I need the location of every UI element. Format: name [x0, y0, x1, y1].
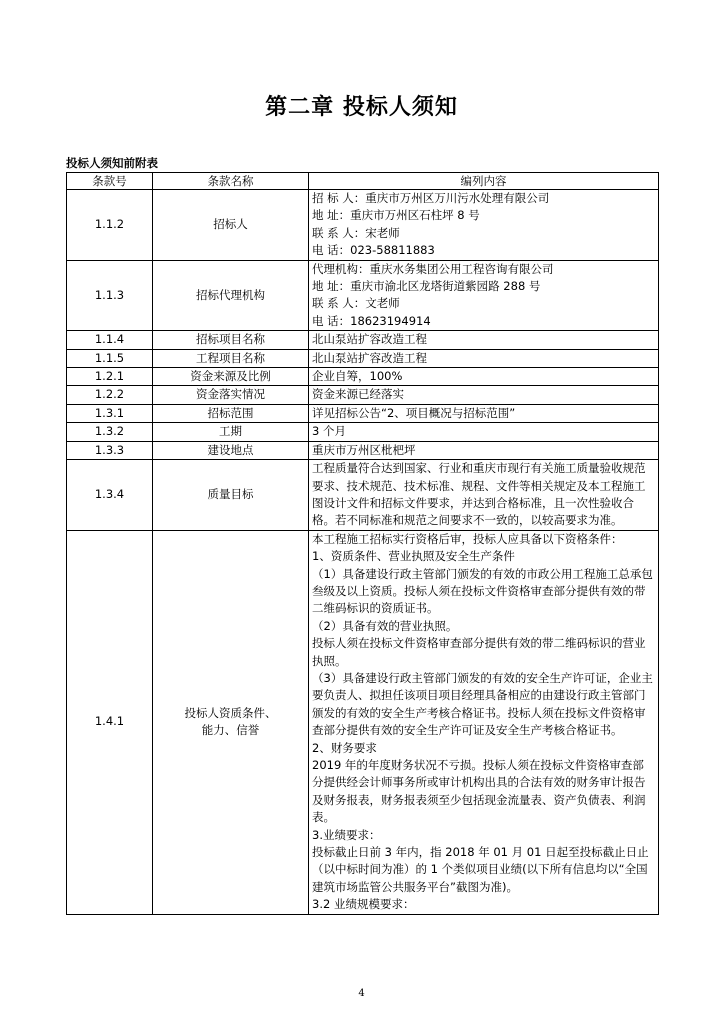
- clause-name: 资金来源及比例: [153, 368, 309, 386]
- clause-content: 北山泵站扩容改造工程: [309, 349, 659, 367]
- table-row: [67, 349, 659, 367]
- clause-name: 工程项目名称: [153, 349, 309, 367]
- content-paragraph: 投标人须在投标文件资格审查部分提供有效的带二维码标识的营业执照。: [312, 636, 646, 668]
- bidder-instructions-table: [66, 172, 659, 915]
- clause-content: 3 个月: [309, 423, 659, 441]
- content-line: 代理机构：重庆水务集团公用工程咨询有限公司: [312, 261, 554, 276]
- content-paragraph: （1）具备建设行政主管部门颁发的有效的市政公用工程施工总承包叁级及以上资质。投标人须在投标文件资格审查部分提供有效的带二维码标识的资质证书。: [312, 566, 653, 616]
- table-row: [67, 460, 659, 531]
- content-line: 电 话：18623194914: [312, 313, 431, 328]
- clause-name: [153, 530, 309, 914]
- clause-number: 1.3.4: [67, 460, 153, 531]
- content-line: 联 系 人：文老师: [312, 296, 400, 311]
- table-row: [67, 441, 659, 459]
- content-paragraph: 2019 年的年度财务状况不亏损。投标人须在投标文件资格审查部分提供经会计师事务所或审计机构出具的合法有效的财务审计报告及财务报表，财务报表须至少包括现金流量表、资产负债表、利润表。: [312, 758, 646, 825]
- clause-name: 招标项目名称: [153, 331, 309, 349]
- content-line: 招 标 人：重庆市万州区万川污水处理有限公司: [312, 191, 550, 205]
- clause-number: 1.1.2: [67, 190, 153, 261]
- clause-name: 资金落实情况: [153, 386, 309, 404]
- clause-content: 企业自筹，100%: [309, 368, 659, 386]
- clause-number: 1.1.5: [67, 349, 153, 367]
- clause-content: [309, 190, 659, 261]
- chapter-title: 第二章 投标人须知: [265, 95, 458, 120]
- header-content: 编列内容: [309, 173, 659, 190]
- table-row: [67, 190, 659, 261]
- clause-content: 工程质量符合达到国家、行业和重庆市现行有关施工质量验收规范要求、技术规范、技术标准、规程、文件等相关规定及本工程施工图设计文件和招标文件要求，并达到合格标准，且一次性验收合格。若不同标准和规范之间要求不一致的，以较高要求为准。: [309, 460, 659, 531]
- table-row: [67, 386, 659, 404]
- content-paragraph: 1、资质条件、营业执照及安全生产条件: [312, 549, 515, 564]
- table-row: [67, 530, 659, 914]
- clause-content: [309, 260, 659, 331]
- table-row: [67, 368, 659, 386]
- table-row: [67, 260, 659, 331]
- clause-name: 建设地点: [153, 441, 309, 459]
- content-line: 电 话：023-58811883: [312, 243, 435, 258]
- clause-number: 1.2.2: [67, 386, 153, 404]
- clause-number: 1.3.3: [67, 441, 153, 459]
- clause-content: 资金来源已经落实: [309, 386, 659, 404]
- clause-content: [309, 530, 659, 914]
- content-paragraph: （2）具备有效的营业执照。: [312, 618, 458, 633]
- clause-number: 1.3.2: [67, 423, 153, 441]
- clause-name: 质量目标: [153, 460, 309, 531]
- clause-content: 重庆市万州区枇杷坪: [309, 441, 659, 459]
- content-paragraph: 本工程施工招标实行资格后审，投标人应具备以下资格条件：: [312, 531, 623, 546]
- table-caption: 投标人须知前附表: [66, 156, 158, 170]
- content-paragraph: 3.业绩要求：: [312, 827, 381, 842]
- clause-name: 招标人: [153, 190, 309, 261]
- header-clause-name: 条款名称: [153, 173, 309, 190]
- content-paragraph: 投标截止日前 3 年内，指 2018 年 01 月 01 日起至投标截止日止（以中标时间为准）的 1 个类似项目业绩(以下所有信息均以“全国建筑市场监管公共服务平台”截图为准)。: [312, 845, 649, 894]
- clause-name: 招标代理机构: [153, 260, 309, 331]
- table-row: [67, 331, 659, 349]
- table-row: [67, 423, 659, 441]
- clause-name: 招标范围: [153, 404, 309, 422]
- content-paragraph: （3）具备建设行政主管部门颁发的有效的安全生产许可证，企业主要负责人、拟担任该项目项目经理具备相应的由建设行政主管部门颁发的有效的安全生产考核合格证书。投标人须在投标文件资格审查部分提供有效的安全生产许可证及安全生产考核合格证书。: [312, 670, 653, 738]
- content-line: 联 系 人：宋老师: [312, 225, 400, 240]
- clause-number: 1.1.3: [67, 260, 153, 331]
- content-line: 地 址：重庆市渝北区龙塔街道紫园路 288 号: [312, 279, 541, 294]
- clause-number: 1.1.4: [67, 331, 153, 349]
- clause-name: 工期: [153, 423, 309, 441]
- content-paragraph: 3.2 业绩规模要求：: [312, 897, 415, 912]
- page-number: 4: [358, 988, 365, 999]
- clause-name-line: 投标人资质条件、: [184, 705, 277, 720]
- table-header-row: [67, 173, 659, 190]
- header-clause-number: 条款号: [67, 173, 153, 190]
- content-line: 地 址：重庆市万州区石柱坪 8 号: [312, 208, 480, 223]
- table-row: [67, 404, 659, 422]
- clause-number: 1.3.1: [67, 404, 153, 422]
- clause-number: 1.4.1: [67, 530, 153, 914]
- clause-content: 北山泵站扩容改造工程: [309, 331, 659, 349]
- clause-content: 详见招标公告“2、项目概况与招标范围”: [309, 404, 659, 422]
- clause-name-line: 能力、信誉: [201, 723, 260, 738]
- clause-number: 1.2.1: [67, 368, 153, 386]
- content-paragraph: 2、财务要求: [312, 740, 377, 755]
